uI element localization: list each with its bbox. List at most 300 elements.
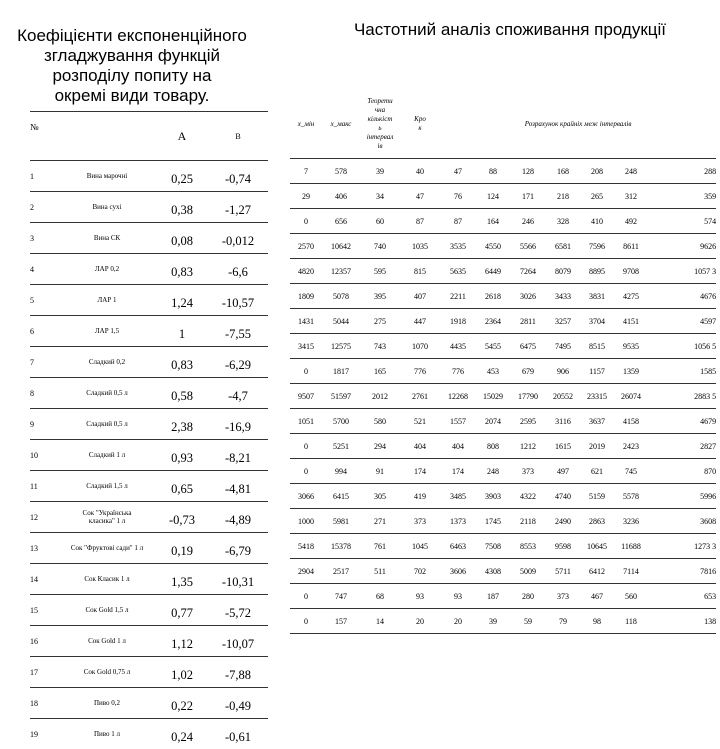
x-min-cell: 4820 <box>290 259 322 284</box>
bound-7-cell: 1585 <box>648 359 716 384</box>
x-max-cell: 15378 <box>322 534 360 559</box>
bound-3-cell: 2118 <box>510 509 546 534</box>
coefficients-row <box>30 192 268 223</box>
frequency-row <box>290 384 716 409</box>
x-max-cell: 2517 <box>322 559 360 584</box>
product-name <box>58 564 156 595</box>
bound-6-cell: 11688 <box>614 534 648 559</box>
coefficients-row <box>30 657 268 688</box>
bound-6-cell: 745 <box>614 459 648 484</box>
bound-5-cell: 621 <box>580 459 614 484</box>
header-theory-count <box>360 90 400 159</box>
bound-1-cell: 1918 <box>440 309 476 334</box>
bound-2-cell: 1745 <box>476 509 510 534</box>
left-title <box>6 26 258 106</box>
coefficients-header-row <box>30 112 268 161</box>
bound-6-cell: 2423 <box>614 434 648 459</box>
bound-6-cell: 8611 <box>614 234 648 259</box>
bound-6-cell: 248 <box>614 159 648 184</box>
bound-3-cell: 280 <box>510 584 546 609</box>
product-name-line: Сок "Фруктові сади" 1 л <box>58 544 156 552</box>
bound-2-cell: 39 <box>476 609 510 634</box>
header-theory-line: ів <box>360 142 400 151</box>
bound-1-cell: 1557 <box>440 409 476 434</box>
coefficients-row <box>30 502 268 533</box>
frequency-row <box>290 184 716 209</box>
row-number: 15 <box>30 595 58 626</box>
x-min-cell: 1051 <box>290 409 322 434</box>
row-number: 14 <box>30 564 58 595</box>
bound-3-cell: 5009 <box>510 559 546 584</box>
bound-2-cell: 808 <box>476 434 510 459</box>
header-number: № <box>30 112 58 161</box>
row-number: 10 <box>30 440 58 471</box>
coefficient-a: 0,77 <box>156 595 208 626</box>
coefficient-b: -16,9 <box>208 409 268 440</box>
bound-2-cell: 453 <box>476 359 510 384</box>
step-cell: 1035 <box>400 234 440 259</box>
product-name <box>58 533 156 564</box>
product-name <box>58 502 156 533</box>
product-name <box>58 595 156 626</box>
bound-2-cell: 4308 <box>476 559 510 584</box>
bound-7-cell: 2827 <box>648 434 716 459</box>
x-max-cell: 656 <box>322 209 360 234</box>
x-max-cell: 406 <box>322 184 360 209</box>
bound-2-cell: 164 <box>476 209 510 234</box>
bound-4-cell: 1615 <box>546 434 580 459</box>
x-min-cell: 0 <box>290 584 322 609</box>
coefficient-a: 0,83 <box>156 347 208 378</box>
bound-2-cell: 187 <box>476 584 510 609</box>
bound-4-cell: 8079 <box>546 259 580 284</box>
coefficients-row <box>30 471 268 502</box>
product-name <box>58 378 156 409</box>
left-title-line: окремі види товару. <box>6 86 258 106</box>
header-xmin: x_мін <box>290 90 322 159</box>
frequency-row <box>290 459 716 484</box>
bound-6-cell: 312 <box>614 184 648 209</box>
bound-6-cell: 9535 <box>614 334 648 359</box>
coefficient-a: 1 <box>156 316 208 347</box>
coefficient-b: -1,27 <box>208 192 268 223</box>
bound-3-cell: 17790 <box>510 384 546 409</box>
left-title-line: згладжування функцій <box>6 46 258 66</box>
frequency-row <box>290 534 716 559</box>
bound-3-cell: 3026 <box>510 284 546 309</box>
theory-count-cell: 165 <box>360 359 400 384</box>
coefficients-row <box>30 223 268 254</box>
bound-3-cell: 128 <box>510 159 546 184</box>
bound-1-cell: 12268 <box>440 384 476 409</box>
coefficient-a: 0,25 <box>156 161 208 192</box>
bound-4-cell: 5711 <box>546 559 580 584</box>
bound-4-cell: 497 <box>546 459 580 484</box>
frequency-row <box>290 209 716 234</box>
theory-count-cell: 761 <box>360 534 400 559</box>
step-cell: 1045 <box>400 534 440 559</box>
left-title-line: розподілу попиту на <box>6 66 258 86</box>
bound-5-cell: 265 <box>580 184 614 209</box>
product-name <box>58 285 156 316</box>
coefficient-a: 0,83 <box>156 254 208 285</box>
coefficient-b: -6,29 <box>208 347 268 378</box>
coefficient-a: 1,24 <box>156 285 208 316</box>
bound-5-cell: 3831 <box>580 284 614 309</box>
bound-7-cell: 1057 3 <box>648 259 716 284</box>
coefficients-row <box>30 161 268 192</box>
product-name-line: Сок Класик 1 л <box>58 575 156 583</box>
bound-2-cell: 7508 <box>476 534 510 559</box>
bound-6-cell: 4275 <box>614 284 648 309</box>
theory-count-cell: 68 <box>360 584 400 609</box>
bound-7-cell: 359 <box>648 184 716 209</box>
bound-6-cell: 492 <box>614 209 648 234</box>
product-name-line: Пиво 0,2 <box>58 699 156 707</box>
bound-7-cell: 870 <box>648 459 716 484</box>
row-number: 7 <box>30 347 58 378</box>
coefficients-row <box>30 688 268 719</box>
product-name <box>58 409 156 440</box>
step-cell: 373 <box>400 509 440 534</box>
bound-4-cell: 7495 <box>546 334 580 359</box>
product-name <box>58 688 156 719</box>
frequency-row <box>290 159 716 184</box>
bound-1-cell: 93 <box>440 584 476 609</box>
theory-count-cell: 34 <box>360 184 400 209</box>
bound-7-cell: 4679 <box>648 409 716 434</box>
row-number: 5 <box>30 285 58 316</box>
product-name <box>58 347 156 378</box>
coefficient-a: 0,38 <box>156 192 208 223</box>
row-number: 11 <box>30 471 58 502</box>
product-name-line: Сладкий 0,2 <box>58 358 156 366</box>
bound-7-cell: 3608 <box>648 509 716 534</box>
x-min-cell: 0 <box>290 609 322 634</box>
coefficient-b: -5,72 <box>208 595 268 626</box>
bound-7-cell: 288 <box>648 159 716 184</box>
x-min-cell: 1809 <box>290 284 322 309</box>
theory-count-cell: 39 <box>360 159 400 184</box>
bound-4-cell: 20552 <box>546 384 580 409</box>
product-name <box>58 626 156 657</box>
step-cell: 776 <box>400 359 440 384</box>
bound-5-cell: 3704 <box>580 309 614 334</box>
bound-5-cell: 8895 <box>580 259 614 284</box>
coefficient-b: -0,012 <box>208 223 268 254</box>
bound-6-cell: 5578 <box>614 484 648 509</box>
bound-3-cell: 2595 <box>510 409 546 434</box>
x-min-cell: 9507 <box>290 384 322 409</box>
x-min-cell: 0 <box>290 434 322 459</box>
header-theory-line: ь <box>360 124 400 133</box>
bound-5-cell: 2019 <box>580 434 614 459</box>
bound-7-cell: 5996 <box>648 484 716 509</box>
x-min-cell: 2570 <box>290 234 322 259</box>
x-max-cell: 994 <box>322 459 360 484</box>
bound-6-cell: 26074 <box>614 384 648 409</box>
bound-2-cell: 124 <box>476 184 510 209</box>
bound-2-cell: 15029 <box>476 384 510 409</box>
frequency-row <box>290 409 716 434</box>
theory-count-cell: 60 <box>360 209 400 234</box>
coefficients-row <box>30 378 268 409</box>
bound-5-cell: 208 <box>580 159 614 184</box>
x-min-cell: 7 <box>290 159 322 184</box>
frequency-row <box>290 434 716 459</box>
header-step <box>400 90 440 159</box>
x-min-cell: 5418 <box>290 534 322 559</box>
theory-count-cell: 294 <box>360 434 400 459</box>
bound-7-cell: 4597 <box>648 309 716 334</box>
bound-1-cell: 174 <box>440 459 476 484</box>
coefficients-row <box>30 409 268 440</box>
bound-7-cell: 574 <box>648 209 716 234</box>
frequency-row <box>290 234 716 259</box>
x-min-cell: 0 <box>290 209 322 234</box>
step-cell: 40 <box>400 159 440 184</box>
coefficients-row <box>30 347 268 378</box>
product-name <box>58 657 156 688</box>
bound-1-cell: 6463 <box>440 534 476 559</box>
coefficients-row <box>30 719 268 749</box>
row-number: 12 <box>30 502 58 533</box>
product-name-line: Сладкий 1,5 л <box>58 482 156 490</box>
bound-4-cell: 373 <box>546 584 580 609</box>
product-name-line: Сок Gold 0,75 л <box>58 668 156 676</box>
coefficient-b: -4,81 <box>208 471 268 502</box>
coefficient-b: -0,49 <box>208 688 268 719</box>
coefficient-a: 1,35 <box>156 564 208 595</box>
step-cell: 20 <box>400 609 440 634</box>
bound-5-cell: 2863 <box>580 509 614 534</box>
bound-1-cell: 1373 <box>440 509 476 534</box>
header-b: B <box>208 112 268 161</box>
product-name <box>58 254 156 285</box>
coefficient-a: 0,24 <box>156 719 208 749</box>
product-name-line: ЛАР 1 <box>58 296 156 304</box>
product-name <box>58 316 156 347</box>
bound-6-cell: 9708 <box>614 259 648 284</box>
bound-4-cell: 906 <box>546 359 580 384</box>
bound-1-cell: 404 <box>440 434 476 459</box>
bound-3-cell: 373 <box>510 459 546 484</box>
bound-3-cell: 7264 <box>510 259 546 284</box>
row-number: 1 <box>30 161 58 192</box>
theory-count-cell: 305 <box>360 484 400 509</box>
coefficient-a: 0,58 <box>156 378 208 409</box>
coefficient-b: -10,07 <box>208 626 268 657</box>
bound-7-cell: 9626 <box>648 234 716 259</box>
bound-2-cell: 2618 <box>476 284 510 309</box>
header-theory-line: чна <box>360 106 400 115</box>
bound-7-cell: 7816 <box>648 559 716 584</box>
theory-count-cell: 595 <box>360 259 400 284</box>
theory-count-cell: 743 <box>360 334 400 359</box>
bound-4-cell: 3116 <box>546 409 580 434</box>
coefficients-row <box>30 254 268 285</box>
bound-3-cell: 5566 <box>510 234 546 259</box>
step-cell: 407 <box>400 284 440 309</box>
frequency-header-row <box>290 90 716 159</box>
bound-3-cell: 6475 <box>510 334 546 359</box>
bound-5-cell: 6412 <box>580 559 614 584</box>
coefficients-row <box>30 595 268 626</box>
step-cell: 521 <box>400 409 440 434</box>
step-cell: 2761 <box>400 384 440 409</box>
bound-4-cell: 168 <box>546 159 580 184</box>
step-cell: 47 <box>400 184 440 209</box>
bound-1-cell: 5635 <box>440 259 476 284</box>
bound-2-cell: 2364 <box>476 309 510 334</box>
bound-4-cell: 4740 <box>546 484 580 509</box>
row-number: 8 <box>30 378 58 409</box>
bound-4-cell: 3433 <box>546 284 580 309</box>
bound-3-cell: 59 <box>510 609 546 634</box>
bound-3-cell: 171 <box>510 184 546 209</box>
bound-7-cell: 138 <box>648 609 716 634</box>
theory-count-cell: 14 <box>360 609 400 634</box>
product-name-line: Сок Gold 1,5 л <box>58 606 156 614</box>
coefficient-a: 0,22 <box>156 688 208 719</box>
coefficient-b: -10,57 <box>208 285 268 316</box>
bound-5-cell: 3637 <box>580 409 614 434</box>
coefficient-b: -10,31 <box>208 564 268 595</box>
row-number: 18 <box>30 688 58 719</box>
bound-5-cell: 5159 <box>580 484 614 509</box>
row-number: 6 <box>30 316 58 347</box>
x-max-cell: 12357 <box>322 259 360 284</box>
bound-6-cell: 1359 <box>614 359 648 384</box>
theory-count-cell: 395 <box>360 284 400 309</box>
product-name-line: Пиво 1 л <box>58 730 156 738</box>
x-min-cell: 2904 <box>290 559 322 584</box>
bound-2-cell: 88 <box>476 159 510 184</box>
bound-6-cell: 7114 <box>614 559 648 584</box>
x-max-cell: 5078 <box>322 284 360 309</box>
product-name-line: Вина СК <box>58 234 156 242</box>
bound-3-cell: 679 <box>510 359 546 384</box>
x-max-cell: 51597 <box>322 384 360 409</box>
bound-2-cell: 5455 <box>476 334 510 359</box>
product-name-line: класика" 1 л <box>58 517 156 525</box>
coefficient-a: 1,12 <box>156 626 208 657</box>
product-name-line: Вина марочні <box>58 172 156 180</box>
product-name-line: Вина сухі <box>58 203 156 211</box>
bound-4-cell: 218 <box>546 184 580 209</box>
coefficient-a: -0,73 <box>156 502 208 533</box>
frequency-row <box>290 259 716 284</box>
header-a: A <box>156 112 208 161</box>
product-name-line: Сок "Українська <box>58 509 156 517</box>
x-max-cell: 578 <box>322 159 360 184</box>
bound-5-cell: 10645 <box>580 534 614 559</box>
bound-1-cell: 4435 <box>440 334 476 359</box>
product-name-line: ЛАР 1,5 <box>58 327 156 335</box>
x-min-cell: 1431 <box>290 309 322 334</box>
frequency-row <box>290 334 716 359</box>
bound-6-cell: 560 <box>614 584 648 609</box>
row-number: 17 <box>30 657 58 688</box>
product-name-line: Сладкий 0,5 л <box>58 389 156 397</box>
x-max-cell: 6415 <box>322 484 360 509</box>
bound-7-cell: 4676 <box>648 284 716 309</box>
row-number: 13 <box>30 533 58 564</box>
bound-1-cell: 47 <box>440 159 476 184</box>
theory-count-cell: 740 <box>360 234 400 259</box>
x-min-cell: 29 <box>290 184 322 209</box>
product-name-line: ЛАР 0,2 <box>58 265 156 273</box>
bound-7-cell: 2883 5 <box>648 384 716 409</box>
frequency-row <box>290 484 716 509</box>
coefficient-a: 1,02 <box>156 657 208 688</box>
bound-5-cell: 7596 <box>580 234 614 259</box>
bound-1-cell: 87 <box>440 209 476 234</box>
coefficient-b: -0,61 <box>208 719 268 749</box>
step-cell: 1070 <box>400 334 440 359</box>
x-max-cell: 12575 <box>322 334 360 359</box>
x-max-cell: 5700 <box>322 409 360 434</box>
coefficients-row <box>30 440 268 471</box>
right-title: Частотний аналіз споживання продукції <box>300 20 720 40</box>
bound-2-cell: 3903 <box>476 484 510 509</box>
frequency-row <box>290 559 716 584</box>
row-number: 4 <box>30 254 58 285</box>
product-name <box>58 440 156 471</box>
header-theory-line: Теорети <box>360 97 400 106</box>
row-number: 16 <box>30 626 58 657</box>
bound-1-cell: 20 <box>440 609 476 634</box>
bound-4-cell: 79 <box>546 609 580 634</box>
coefficients-table <box>30 111 268 749</box>
x-max-cell: 1817 <box>322 359 360 384</box>
product-name <box>58 719 156 749</box>
coefficient-a: 0,19 <box>156 533 208 564</box>
header-theory-line: інтервал <box>360 133 400 142</box>
theory-count-cell: 271 <box>360 509 400 534</box>
step-cell: 93 <box>400 584 440 609</box>
step-cell: 174 <box>400 459 440 484</box>
x-max-cell: 5251 <box>322 434 360 459</box>
bound-3-cell: 4322 <box>510 484 546 509</box>
product-name <box>58 192 156 223</box>
coefficient-b: -6,79 <box>208 533 268 564</box>
x-max-cell: 10642 <box>322 234 360 259</box>
step-cell: 815 <box>400 259 440 284</box>
bound-5-cell: 467 <box>580 584 614 609</box>
bound-7-cell: 1273 3 <box>648 534 716 559</box>
coefficient-a: 0,93 <box>156 440 208 471</box>
frequency-row <box>290 309 716 334</box>
x-max-cell: 747 <box>322 584 360 609</box>
x-min-cell: 0 <box>290 359 322 384</box>
step-cell: 404 <box>400 434 440 459</box>
bound-2-cell: 4550 <box>476 234 510 259</box>
bound-6-cell: 3236 <box>614 509 648 534</box>
product-name <box>58 161 156 192</box>
product-name <box>58 471 156 502</box>
theory-count-cell: 511 <box>360 559 400 584</box>
bound-3-cell: 246 <box>510 209 546 234</box>
bound-4-cell: 9598 <box>546 534 580 559</box>
coefficient-b: -7,88 <box>208 657 268 688</box>
product-name-line: Сладкий 0,5 л <box>58 420 156 428</box>
bound-3-cell: 8553 <box>510 534 546 559</box>
row-number: 2 <box>30 192 58 223</box>
bound-1-cell: 3535 <box>440 234 476 259</box>
bound-5-cell: 98 <box>580 609 614 634</box>
coefficient-a: 0,65 <box>156 471 208 502</box>
